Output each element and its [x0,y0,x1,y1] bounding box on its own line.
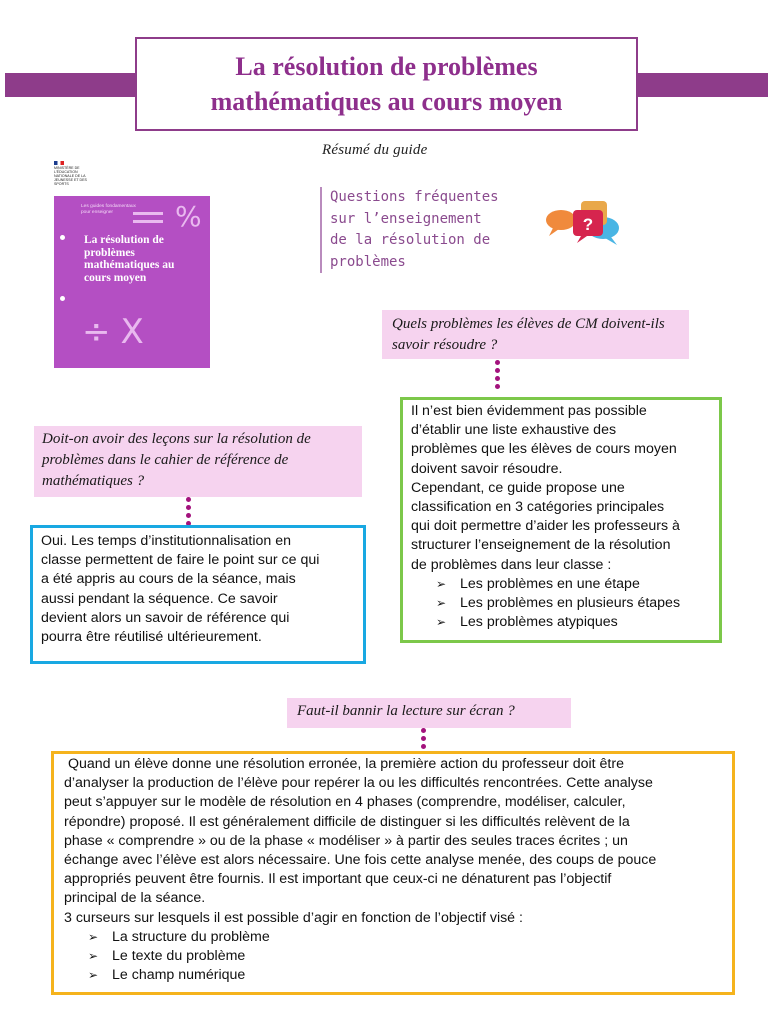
speech-bubbles-question-icon [545,198,621,248]
list-item [64,966,722,985]
arrowhead-bullet-icon: ➢ [88,968,99,983]
answer-line: classe permettent de faire le point sur ce qui [41,552,320,569]
answer-line: d’analyser la production de l’élève pour repérer la ou les difficultés rencontrées. Cette analyse [64,775,653,792]
list-item-label: Les problèmes en plusieurs étapes [460,595,681,612]
answer-3-box [51,751,735,995]
answer-line: Quand un élève donne une résolution erronée, la première action du professeur doit être [64,756,624,772]
answer-line: pourra être réutilisé ultérieurement. [41,629,262,646]
answer-line: phase « comprendre » ou de la phase « modéliser » à partir des seules traces écrites ; un [64,832,628,849]
list-item [64,947,722,966]
answer-line: a été appris au cours de la séance, mais [41,571,296,588]
arrowhead-bullet-icon: ➢ [436,576,447,591]
answer-line: devient alors un savoir de référence qui [41,609,290,626]
answer-line: structurer l’enseignement de la résolution [411,537,671,554]
problem-categories-list [411,575,711,633]
faq-line: de la résolution de [330,232,491,248]
guide-cover-image [54,160,210,368]
svg-text:?: ? [582,215,594,234]
list-item-label: La structure du problème [112,928,270,945]
equals-icon [133,210,163,224]
arrowhead-bullet-icon: ➢ [436,615,447,630]
arrowhead-bullet-icon: ➢ [88,949,99,964]
list-item [411,613,711,632]
percent-icon: % [175,200,202,233]
list-item [411,594,711,613]
page-title [135,37,638,131]
list-item-label: Les problèmes en une étape [460,575,640,592]
answer-line: principal de la séance. [64,890,206,907]
answer-line: peut s’appuyer sur le modèle de résolution en 4 phases (comprendre, modéliser, calculer, [64,794,626,811]
cover-body [54,196,210,368]
title-line-1: La résolution de problèmes [235,52,538,81]
answer-line: Oui. Les temps d’institutionnalisation en [41,533,291,549]
answer-2-box [30,525,366,664]
times-icon: X [120,312,154,352]
arrowhead-bullet-icon: ➢ [436,596,447,611]
cover-dot [60,235,65,240]
answer-line: classification en 3 catégories principales [411,499,665,516]
cover-ministry: MINISTÈRE DE L'ÉDUCATION NATIONALE DE LA JEUNESSE ET DES SPORTS [54,166,87,186]
cover-operators [82,312,154,352]
faq-line: Questions fréquentes [330,189,499,205]
connector-dots [495,360,501,392]
question-3: Faut-il bannir la lecture sur écran ? [287,698,571,728]
subtitle: Résumé du guide [322,142,428,158]
answer-line: Il n’est bien évidemment pas possible [411,403,647,419]
cover-header [54,160,210,196]
cover-dot [60,296,65,301]
faq-heading [320,187,545,273]
answer-line: 3 curseurs sur lesquels il est possible d’agir en fonction de l’objectif visé : [64,909,523,926]
french-flag-icon [54,161,64,165]
header-band-right [638,73,768,97]
list-item [64,928,722,947]
divide-icon: ÷ [82,312,121,352]
list-item-label: Le texte du problème [112,948,246,965]
list-item-label: Le champ numérique [112,967,246,984]
answer-line: répondre) proposé. Il est généralement difficile de distinguer si les difficultés relèvent de la [64,813,630,830]
cursor-list [64,928,722,986]
answer-line: doivent savoir résoudre. [411,460,563,477]
answer-line: d’établir une liste exhaustive des [411,422,617,439]
answer-line: de problèmes dans leur classe : [411,556,612,573]
faq-line: sur l’enseignement [330,210,482,227]
title-line-2: mathématiques au cours moyen [210,87,563,116]
question-2: Doit-on avoir des leçons sur la résolution de problèmes dans le cahier de référence de mathématiques ? [34,426,362,497]
answer-line: Cependant, ce guide propose une [411,479,625,496]
faq-line: problèmes [330,253,406,270]
cover-title: La résolution de problèmes mathématiques au cours moyen [84,234,175,284]
header-band-left [5,73,137,97]
answer-line: aussi pendant la séquence. Ce savoir [41,590,278,607]
cover-series: Les guides fondamentaux pour enseigner [81,204,136,215]
connector-dots [421,728,427,752]
list-item-label: Les problèmes atypiques [460,614,618,631]
answer-line: problèmes que les élèves de cours moyen [411,441,677,458]
answer-line: échange avec l’élève est alors nécessaire. Une fois cette analyse menée, des coups de pouce [64,852,657,869]
answer-1-box [400,397,722,643]
answer-line: appropriés peuvent être fournis. Il est important que ceux-ci ne dénaturent pas l’objectif [64,871,612,888]
question-1: Quels problèmes les élèves de CM doivent-ils savoir résoudre ? [382,310,689,359]
list-item [411,575,711,594]
answer-line: qui doit permettre d’aider les professeurs à [411,518,680,535]
arrowhead-bullet-icon: ➢ [88,929,99,944]
